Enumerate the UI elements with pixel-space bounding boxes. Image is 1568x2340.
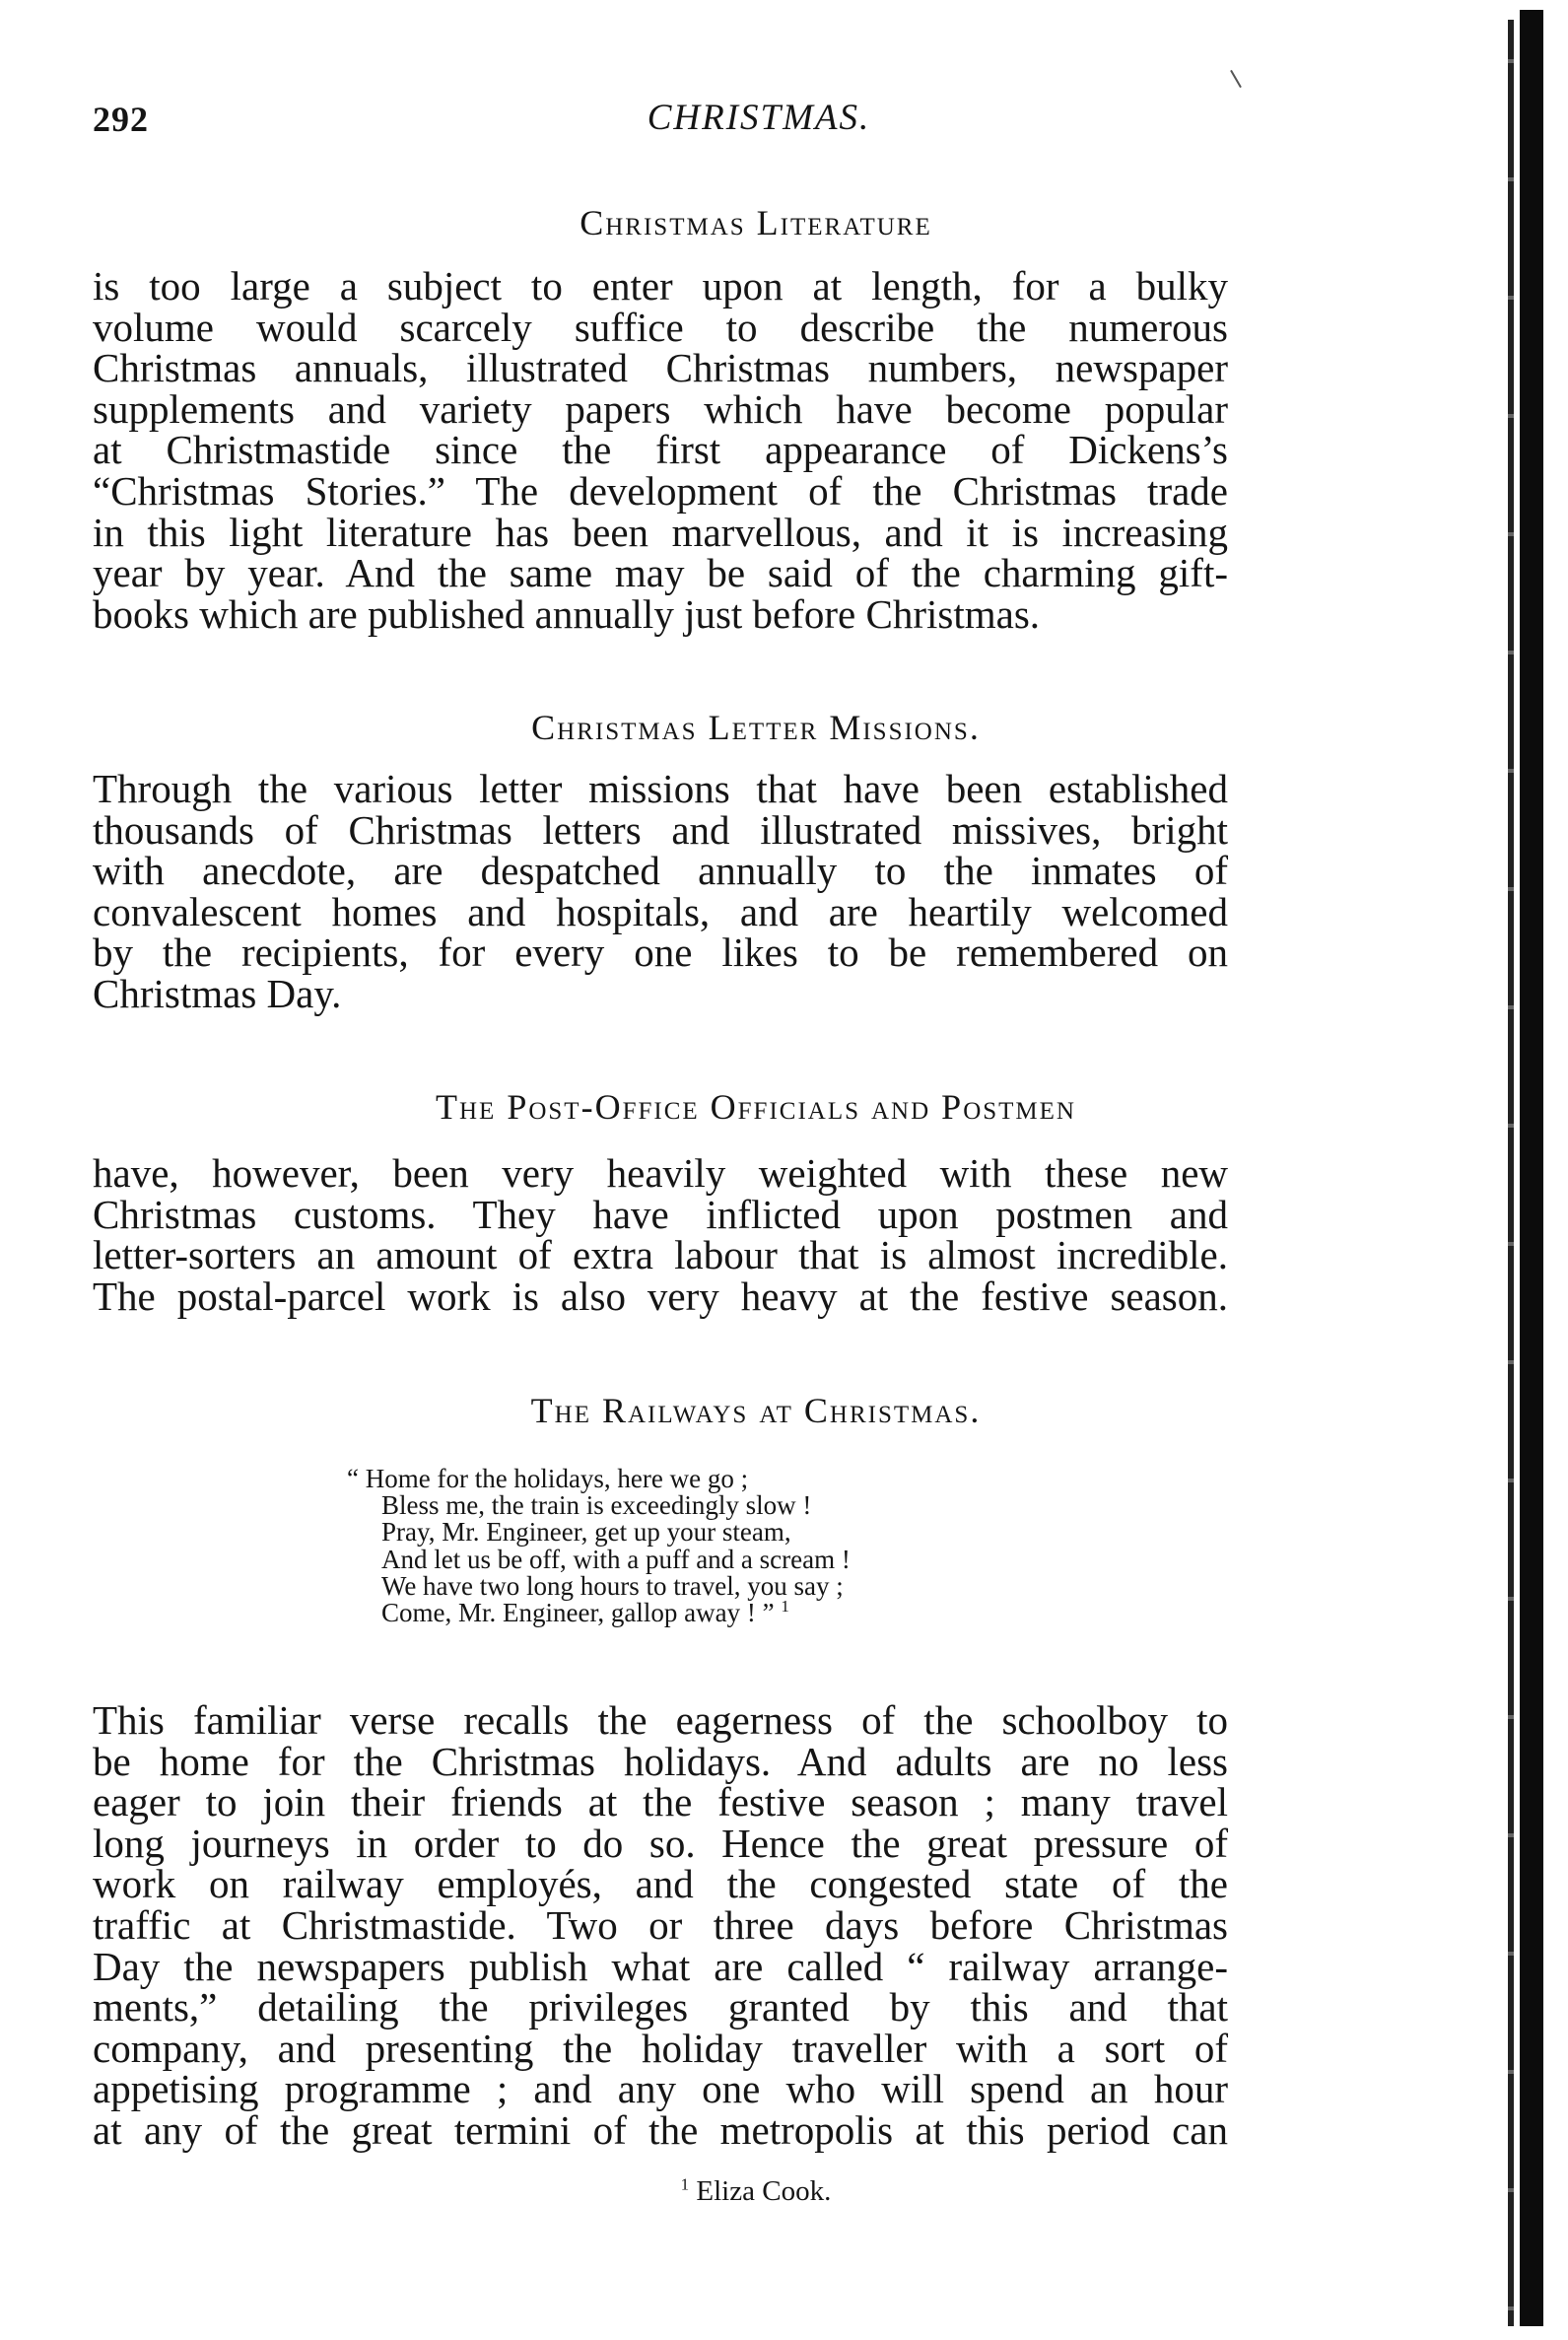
text-line: eager to join their friends at the festive season ; many travel [93, 1779, 1228, 1825]
text-line: Through the various letter missions that have been established [93, 766, 1228, 811]
binding-shadow [1508, 20, 1514, 2326]
verse-line-text: Come, Mr. Engineer, gallop away ! ” [381, 1598, 775, 1628]
text-line: volume would scarcely suffice to describe the numerous [93, 304, 1228, 350]
text-line: Christmas customs. They have inflicted upon postmen and [93, 1191, 1228, 1237]
binding-edge [1520, 10, 1543, 2326]
footnote-text: Eliza Cook. [696, 2175, 832, 2207]
paragraph-literature [93, 263, 1228, 637]
text-line: long journeys in order to do so. Hence the great pressure of [93, 1820, 1228, 1866]
section-heading-railways: The Railways at Christmas. [530, 1391, 982, 1430]
text-line: appetising programme ; and any one who will spend an hour [93, 2066, 1228, 2112]
section-heading-letter-missions: Christmas Letter Missions. [531, 708, 981, 747]
paragraph-railways [93, 1697, 1228, 2153]
text-line: work on railway employés, and the congested state of the [93, 1861, 1228, 1907]
text-line: books which are published annually just before Christmas. [93, 590, 1041, 637]
paragraph-post-office [93, 1150, 1228, 1319]
text-line: with anecdote, are despatched annually to the inmates of [93, 848, 1228, 894]
text-line: by the recipients, for every one likes to be remembered on [93, 929, 1228, 976]
text-line: “Christmas Stories.” The development of the Christmas trade [93, 467, 1228, 514]
text-line: Christmas Day. [93, 970, 342, 1016]
footnote [0, 2175, 1419, 2208]
verse-line: We have two long hours to travel, you say ; [381, 1570, 844, 1601]
verse-quotation [347, 1466, 1017, 1626]
scan-mark [1230, 70, 1242, 88]
text-line: This familiar verse recalls the eagerness of the schoolboy to [93, 1697, 1228, 1743]
text-line: letter-sorters an amount of extra labour that is almost incredible. [93, 1232, 1228, 1278]
text-line: Day the newspapers publish what are called “ railway arrange- [93, 1943, 1228, 1989]
running-title: CHRISTMAS. [647, 98, 871, 138]
paragraph-letter-missions [93, 766, 1228, 1016]
text-line: company, and presenting the holiday traveller with a sort of [93, 2025, 1228, 2071]
text-line: convalescent homes and hospitals, and are heartily welcomed [93, 888, 1228, 934]
text-line: The postal-parcel work is also very heavy at the festive season. [93, 1273, 1228, 1319]
text-line: at Christmastide since the first appearance of Dickens’s [93, 427, 1228, 473]
text-line: in this light literature has been marvellous, and it is increasing [93, 509, 1228, 555]
section-heading-post-office: The Post-Office Officials and Postmen [436, 1087, 1076, 1127]
text-line: year by year. And the same may be said of the charming gift- [93, 550, 1228, 596]
section-heading-literature: Christmas Literature [579, 203, 932, 242]
text-line: be home for the Christmas holidays. And adults are no less [93, 1738, 1228, 1784]
text-line: supplements and variety papers which have become popular [93, 385, 1228, 432]
text-line: at any of the great termini of the metropolis at this period can [93, 2106, 1228, 2153]
text-line: is too large a subject to enter upon at length, for a bulky [93, 263, 1228, 309]
text-line: ments,” detailing the privileges granted by this and that [93, 1984, 1228, 2030]
text-line: thousands of Christmas letters and illustrated missives, bright [93, 806, 1228, 853]
text-line: traffic at Christmastide. Two or three days before Christmas [93, 1901, 1228, 1948]
verse-line: Bless me, the train is exceedingly slow ! [381, 1490, 812, 1521]
page-number: 292 [93, 100, 149, 139]
verse-line: Pray, Mr. Engineer, get up your steam, [381, 1517, 791, 1548]
footnote-mark: 1 [680, 2174, 690, 2194]
text-line: have, however, been very heavily weighted with these new [93, 1150, 1228, 1196]
verse-line [347, 1597, 1017, 1628]
verse-line: And let us be off, with a puff and a scream ! [381, 1544, 851, 1574]
text-line: Christmas annuals, illustrated Christmas numbers, newspaper [93, 345, 1228, 391]
footnote-reference: 1 [781, 1597, 789, 1617]
verse-line: “ Home for the holidays, here we go ; [347, 1464, 749, 1493]
